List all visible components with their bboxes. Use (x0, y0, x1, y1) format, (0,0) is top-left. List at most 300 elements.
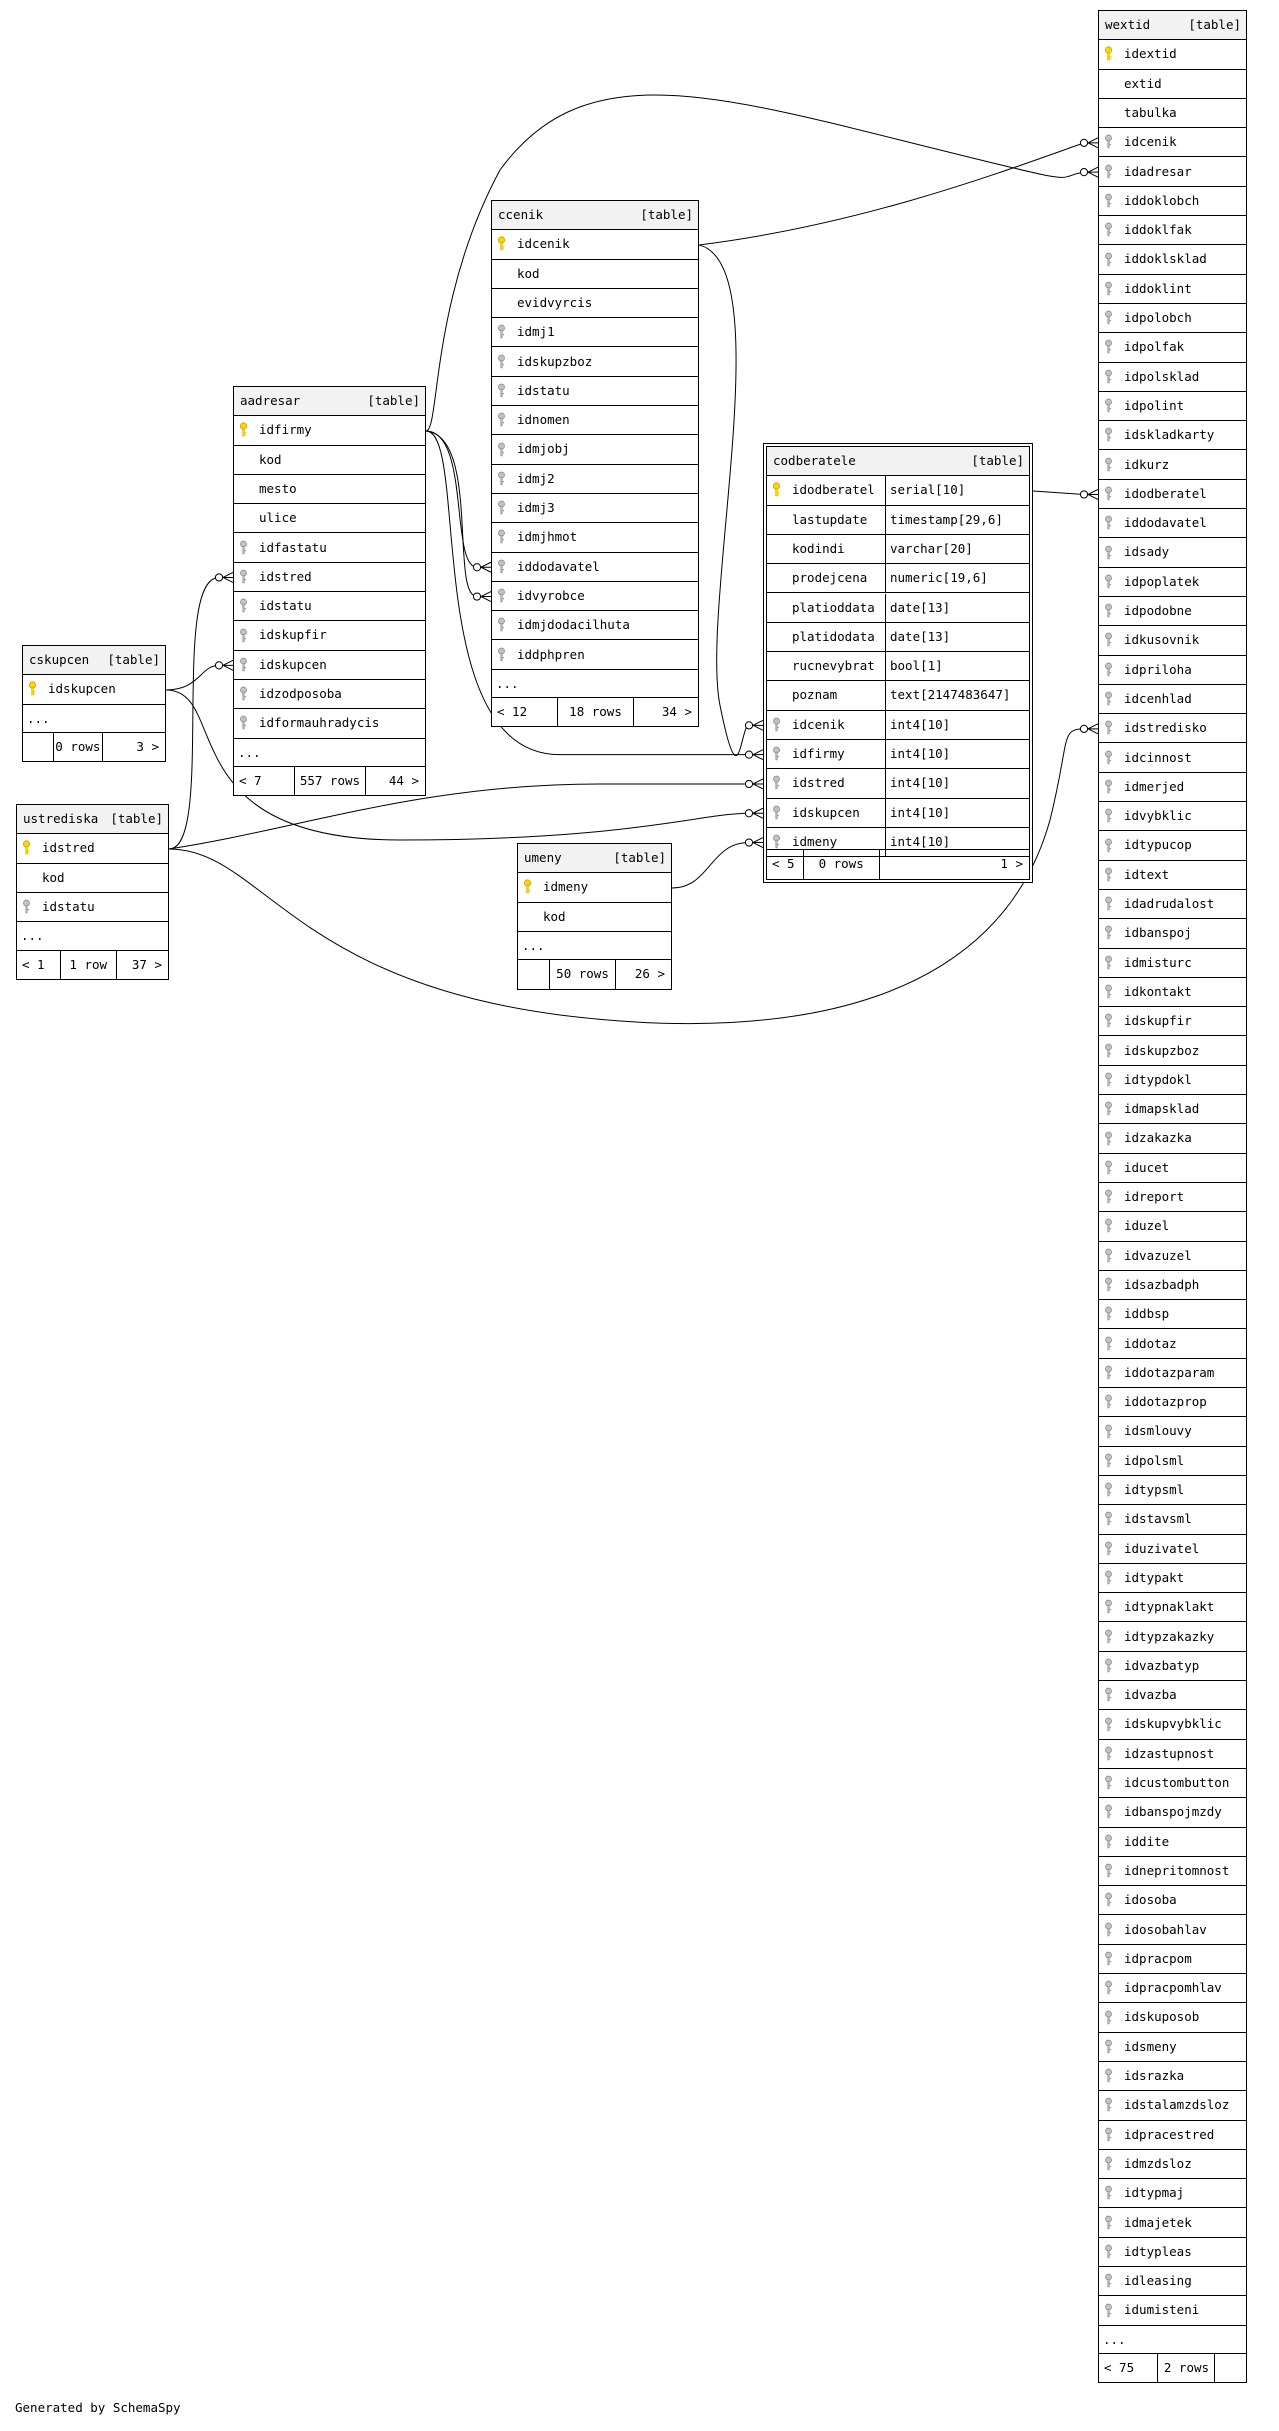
crowfoot-aadresar-idstred (215, 572, 233, 582)
column-row-idodberatel[interactable] (767, 476, 1029, 505)
column-row-idformauhradycis[interactable] (234, 709, 425, 738)
column-row-idpracestred[interactable] (1099, 2121, 1246, 2150)
column-name: idzastupnost (1124, 1745, 1215, 1761)
column-name: idfastatu (259, 539, 327, 555)
foreign-key-icon (497, 588, 506, 603)
column-name: idcenik (517, 236, 570, 252)
column-row-iddphpren[interactable] (492, 641, 698, 670)
table-codberatele[interactable] (763, 443, 1033, 883)
foreign-key-icon (1104, 691, 1113, 706)
column-name: rucnevybrat (792, 658, 875, 674)
foreign-key-icon (1104, 1834, 1113, 1849)
foreign-key-icon (1104, 1306, 1113, 1321)
column-row-iddite[interactable] (1099, 1828, 1246, 1857)
column-name: idpodobne (1124, 603, 1192, 618)
column-row-idmjhmot[interactable] (492, 523, 698, 552)
column-row-idvybklic[interactable] (1099, 802, 1246, 831)
column-row-idfastatu[interactable] (234, 534, 425, 563)
column-row-idreport[interactable] (1099, 1183, 1246, 1212)
table-type-label: [table] (110, 811, 163, 826)
table-header[interactable] (767, 447, 1029, 476)
column-row-idextid[interactable] (1099, 40, 1246, 69)
column-row-mesto[interactable] (234, 475, 425, 504)
column-row-idskupzboz[interactable] (492, 348, 698, 377)
column-name: idstred (42, 840, 95, 856)
column-name: idmj1 (517, 324, 555, 340)
column-row-idpolsml[interactable] (1099, 1447, 1246, 1476)
column-name: idtypleas (1124, 2243, 1192, 2259)
table-type-label: [table] (971, 453, 1024, 468)
column-row-idsady[interactable] (1099, 538, 1246, 567)
column-type: serial[10] (885, 476, 965, 504)
column-name: idpracpom (1124, 1950, 1192, 1966)
more-columns[interactable] (492, 670, 698, 699)
column-row-idcenik[interactable] (492, 230, 698, 259)
column-row-iddotazprop[interactable] (1099, 1388, 1246, 1417)
parents-link[interactable]: < 5 (767, 850, 804, 878)
table-footer (492, 697, 698, 726)
column-row-idtypucop[interactable] (1099, 831, 1246, 860)
table-aadresar[interactable] (233, 386, 426, 796)
column-name: idcenik (792, 716, 845, 732)
foreign-key-icon (1104, 427, 1113, 442)
column-row-kodindi[interactable] (767, 535, 1029, 564)
column-row-idmeny[interactable] (518, 873, 671, 902)
table-type-label: [table] (613, 850, 666, 865)
foreign-key-icon (497, 529, 506, 544)
column-row-iducet[interactable] (1099, 1154, 1246, 1183)
column-row-poznam[interactable] (767, 681, 1029, 710)
column-row-idcenik[interactable] (1099, 128, 1246, 157)
generated-by-footer: Generated by SchemaSpy (15, 2400, 181, 2415)
more-columns-ellipsis: ... (496, 675, 519, 691)
column-row-idodberatel[interactable] (1099, 480, 1246, 509)
column-row-idtypmaj[interactable] (1099, 2179, 1246, 2208)
foreign-key-icon (1104, 603, 1113, 618)
column-name: idcustombutton (1124, 1775, 1230, 1790)
column-row-platioddata[interactable] (767, 594, 1029, 623)
parents-link[interactable]: < 1 (17, 951, 61, 979)
column-row-idstatu[interactable] (234, 592, 425, 621)
foreign-key-icon (1104, 808, 1113, 823)
table-wextid[interactable] (1098, 10, 1247, 2383)
column-name: idmj2 (517, 470, 555, 486)
foreign-key-icon (1104, 545, 1113, 560)
column-row-iddoklfak[interactable] (1099, 216, 1246, 245)
children-link[interactable]: 44 > (388, 772, 419, 788)
column-name: idmeny (792, 833, 838, 849)
table-type-label: [table] (367, 393, 420, 408)
crowfoot-wextid-idcenik (1080, 138, 1098, 148)
column-row-idpracpom[interactable] (1099, 1945, 1246, 1974)
column-row-iddodavatel[interactable] (492, 553, 698, 582)
column-row-idnomen[interactable] (492, 406, 698, 435)
column-row-iddotazparam[interactable] (1099, 1359, 1246, 1388)
children-link[interactable]: 3 > (136, 738, 159, 754)
column-row-iddotaz[interactable] (1099, 1330, 1246, 1359)
column-row-iduzel[interactable] (1099, 1212, 1246, 1241)
column-row-idpolobch[interactable] (1099, 304, 1246, 333)
column-row-idpoplatek[interactable] (1099, 568, 1246, 597)
column-row-idmjobj[interactable] (492, 435, 698, 464)
foreign-key-icon (1104, 339, 1113, 354)
more-columns-ellipsis: ... (27, 710, 50, 726)
column-name: iddoklobch (1124, 192, 1200, 208)
column-name: iddphpren (517, 646, 585, 662)
table-ccenik[interactable] (491, 200, 699, 727)
table-header[interactable] (17, 805, 168, 834)
column-row-iddoklsklad[interactable] (1099, 245, 1246, 274)
column-row-idadrudalost[interactable] (1099, 890, 1246, 919)
column-row-idstalamzdsloz[interactable] (1099, 2091, 1246, 2120)
column-row-kod[interactable] (234, 446, 425, 475)
table-header[interactable] (1099, 11, 1246, 40)
foreign-key-icon (239, 540, 248, 555)
crowfoot-codberatele-idfirmy (745, 750, 763, 760)
column-row-tabulka[interactable] (1099, 99, 1246, 128)
column-row-idstredisko[interactable] (1099, 714, 1246, 743)
column-name: idstred (792, 775, 845, 791)
table-header[interactable] (23, 646, 165, 675)
column-row-idskupfir[interactable] (234, 621, 425, 650)
column-row-iduzivatel[interactable] (1099, 1535, 1246, 1564)
foreign-key-icon (239, 715, 248, 730)
column-row-idtypakt[interactable] (1099, 1564, 1246, 1593)
column-row-idtypleas[interactable] (1099, 2238, 1246, 2267)
more-columns[interactable] (1099, 2326, 1246, 2355)
more-columns-ellipsis: ... (522, 937, 545, 953)
column-row-idcenhlad[interactable] (1099, 685, 1246, 714)
foreign-key-icon (1104, 1599, 1113, 1614)
column-row-idmjdodacilhuta[interactable] (492, 611, 698, 640)
edge-umeny-codberatele (672, 843, 749, 888)
column-type: numeric[19,6] (885, 564, 988, 592)
column-name: iddoklfak (1124, 222, 1192, 238)
column-name: idbanspoj (1124, 925, 1192, 941)
column-row-platidodata[interactable] (767, 623, 1029, 652)
primary-key-icon (497, 236, 506, 251)
children-link[interactable]: 1 > (1000, 856, 1023, 872)
column-row-idsmlouvy[interactable] (1099, 1417, 1246, 1446)
column-row-idstred[interactable] (767, 769, 1029, 798)
table-ustrediska[interactable] (16, 804, 169, 980)
foreign-key-icon (1104, 750, 1113, 765)
column-name: iddodavatel (1124, 515, 1207, 531)
foreign-key-icon (1104, 896, 1113, 911)
column-row-idmj2[interactable] (492, 465, 698, 494)
more-columns[interactable] (17, 922, 168, 951)
column-name: poznam (792, 687, 838, 703)
column-row-idstred[interactable] (17, 834, 168, 863)
column-name: iddotazprop (1124, 1394, 1207, 1410)
column-name: idvazbatyp (1124, 1657, 1200, 1673)
column-row-idzodposoba[interactable] (234, 680, 425, 709)
column-name: idcenik (1124, 134, 1177, 150)
more-columns[interactable] (518, 932, 671, 961)
parents-link[interactable] (23, 733, 54, 761)
column-row-idsrazka[interactable] (1099, 2062, 1246, 2091)
parents-link[interactable]: < 75 (1099, 2354, 1158, 2382)
table-footer (518, 959, 671, 988)
table-umeny[interactable] (517, 843, 672, 990)
column-name: iddbsp (1124, 1306, 1170, 1322)
column-row-idkontakt[interactable] (1099, 978, 1246, 1007)
table-name: wextid (1105, 17, 1151, 32)
column-name: idmerjed (1124, 778, 1185, 794)
column-row-iddoklobch[interactable] (1099, 187, 1246, 216)
foreign-key-icon (1104, 1160, 1113, 1175)
column-row-idleasing[interactable] (1099, 2267, 1246, 2296)
table-header[interactable] (492, 201, 698, 230)
more-columns-ellipsis: ... (1103, 2331, 1126, 2347)
column-row-idtext[interactable] (1099, 861, 1246, 890)
column-type: varchar[20] (885, 535, 973, 563)
foreign-key-icon (1104, 1189, 1113, 1204)
column-row-idsmeny[interactable] (1099, 2033, 1246, 2062)
parents-link[interactable]: < 7 (234, 767, 295, 795)
foreign-key-icon (1104, 1482, 1113, 1497)
row-count: 18 rows (558, 698, 634, 726)
column-name: idstatu (259, 598, 312, 614)
column-name: idtypakt (1124, 1569, 1185, 1585)
column-row-idmj1[interactable] (492, 318, 698, 347)
column-row-idcinnost[interactable] (1099, 744, 1246, 773)
column-row-idpolsklad[interactable] (1099, 363, 1246, 392)
table-footer (767, 849, 1029, 878)
column-name: kodindi (792, 540, 845, 556)
column-name: idskupcen (792, 804, 860, 820)
foreign-key-icon (1104, 984, 1113, 999)
column-name: iduzivatel (1124, 1540, 1200, 1556)
column-row-idpracpomhlav[interactable] (1099, 1974, 1246, 2003)
table-type-label: [table] (640, 207, 693, 222)
parents-link[interactable]: < 12 (492, 698, 558, 726)
column-row-idtypnaklakt[interactable] (1099, 1593, 1246, 1622)
edge-ccenik-wextid (699, 143, 1084, 245)
column-type: int4[10] (885, 799, 950, 827)
foreign-key-icon (1104, 1453, 1113, 1468)
crowfoot-wextid-idstredisko (1080, 724, 1098, 734)
column-name: idodberatel (1124, 485, 1207, 501)
column-row-idpriloha[interactable] (1099, 656, 1246, 685)
column-name: idskupzboz (1124, 1042, 1200, 1058)
column-row-idkurz[interactable] (1099, 451, 1246, 480)
column-name: platidodata (792, 628, 875, 644)
row-count: 557 rows (295, 767, 366, 795)
column-row-extid[interactable] (1099, 70, 1246, 99)
column-row-idpolint[interactable] (1099, 392, 1246, 421)
column-row-prodejcena[interactable] (767, 564, 1029, 593)
column-name: evidvyrcis (517, 294, 593, 310)
edge-codberatele-wextid (1033, 491, 1084, 495)
column-row-iddodavatel[interactable] (1099, 509, 1246, 538)
foreign-key-icon (1104, 925, 1113, 940)
foreign-key-icon (1104, 1892, 1113, 1907)
foreign-key-icon (1104, 2097, 1113, 2112)
column-row-ulice[interactable] (234, 504, 425, 533)
column-name: idmjhmot (517, 529, 578, 545)
children-link[interactable]: 34 > (661, 704, 692, 720)
column-row-idkusovnik[interactable] (1099, 626, 1246, 655)
foreign-key-icon (1104, 720, 1113, 735)
column-row-idmj3[interactable] (492, 494, 698, 523)
column-row-idosoba[interactable] (1099, 1886, 1246, 1915)
column-name: prodejcena (792, 570, 868, 586)
column-row-idvazba[interactable] (1099, 1681, 1246, 1710)
column-row-idpolfak[interactable] (1099, 333, 1246, 362)
primary-key-icon (1104, 46, 1113, 61)
column-name: idvyrobce (517, 587, 585, 603)
foreign-key-icon (22, 899, 31, 914)
foreign-key-icon (1104, 310, 1113, 325)
foreign-key-icon (239, 657, 248, 672)
column-row-idmzdsloz[interactable] (1099, 2150, 1246, 2179)
crowfoot-codberatele-idskupcen (745, 808, 763, 818)
column-row-idtypdokl[interactable] (1099, 1066, 1246, 1095)
column-row-idumisteni[interactable] (1099, 2296, 1246, 2325)
column-row-idskupcen[interactable] (767, 799, 1029, 828)
edge-aadresar-ccenik-dodavatel (426, 431, 477, 567)
column-row-idfirmy[interactable] (767, 740, 1029, 769)
crowfoot-codberatele-idstred (745, 779, 763, 789)
column-row-idtypzakazky[interactable] (1099, 1623, 1246, 1652)
column-row-kod[interactable] (518, 903, 671, 932)
column-name: idzodposoba (259, 686, 342, 701)
column-row-idzakazka[interactable] (1099, 1124, 1246, 1153)
column-row-idmisturc[interactable] (1099, 949, 1246, 978)
foreign-key-icon (497, 647, 506, 662)
table-cskupcen[interactable] (22, 645, 166, 762)
column-name: idosoba (1124, 1892, 1177, 1908)
foreign-key-icon (1104, 164, 1113, 179)
column-name: platioddata (792, 599, 875, 615)
column-name: iddotaz (1124, 1335, 1177, 1351)
column-row-idvazbatyp[interactable] (1099, 1652, 1246, 1681)
foreign-key-icon (1104, 1746, 1113, 1761)
foreign-key-icon (1104, 1980, 1113, 1995)
children-link[interactable]: 26 > (634, 966, 665, 982)
column-row-idsazbadph[interactable] (1099, 1271, 1246, 1300)
table-header[interactable] (518, 844, 671, 873)
edge-ccenik-codberatele (699, 245, 749, 756)
table-header[interactable] (234, 387, 425, 416)
column-type: int4[10] (885, 769, 950, 797)
more-columns[interactable] (234, 739, 425, 768)
foreign-key-icon (497, 559, 506, 574)
foreign-key-icon (1104, 1775, 1113, 1790)
column-row-rucnevybrat[interactable] (767, 652, 1029, 681)
column-type: int4[10] (885, 711, 950, 739)
column-row-idcenik[interactable] (767, 711, 1029, 740)
foreign-key-icon (1104, 1922, 1113, 1937)
parents-link[interactable] (518, 960, 550, 988)
column-row-idnepritomnost[interactable] (1099, 1857, 1246, 1886)
table-type-label: [table] (1188, 17, 1241, 32)
column-row-idadresar[interactable] (1099, 158, 1246, 187)
column-row-idmerjed[interactable] (1099, 773, 1246, 802)
foreign-key-icon (1104, 1218, 1113, 1233)
column-name: idsrazka (1124, 2068, 1185, 2083)
table-footer (17, 950, 168, 979)
column-name: idleasing (1124, 2273, 1192, 2289)
column-row-idstatu[interactable] (17, 893, 168, 922)
column-row-idmapsklad[interactable] (1099, 1095, 1246, 1124)
column-row-idstred[interactable] (234, 563, 425, 592)
column-name: idextid (1124, 46, 1177, 62)
children-link[interactable]: 37 > (131, 956, 162, 972)
foreign-key-icon (1104, 867, 1113, 882)
column-name: idsady (1124, 544, 1170, 560)
column-row-idskupvybklic[interactable] (1099, 1710, 1246, 1739)
column-row-idbanspojmzdy[interactable] (1099, 1798, 1246, 1827)
table-footer (23, 732, 165, 761)
column-row-idbanspoj[interactable] (1099, 919, 1246, 948)
children-link[interactable] (1214, 2354, 1245, 2382)
column-row-idskuposob[interactable] (1099, 2003, 1246, 2032)
column-row-idskupzboz[interactable] (1099, 1037, 1246, 1066)
column-row-kod[interactable] (17, 864, 168, 893)
column-name: idpolsml (1124, 1452, 1185, 1468)
foreign-key-icon (1104, 222, 1113, 237)
crowfoot-ccenik-iddodavatel (473, 562, 491, 572)
column-row-idskupcen[interactable] (23, 675, 165, 704)
column-name: lastupdate (792, 511, 868, 527)
foreign-key-icon (1104, 2039, 1113, 2054)
column-row-idstatu[interactable] (492, 377, 698, 406)
column-name: idreport (1124, 1189, 1185, 1204)
foreign-key-icon (1104, 1804, 1113, 1819)
column-type: date[13] (885, 623, 950, 651)
foreign-key-icon (1104, 662, 1113, 677)
column-row-idosobahlav[interactable] (1099, 1916, 1246, 1945)
foreign-key-icon (1104, 1101, 1113, 1116)
column-row-iddbsp[interactable] (1099, 1300, 1246, 1329)
column-row-idzastupnost[interactable] (1099, 1740, 1246, 1769)
foreign-key-icon (1104, 2010, 1113, 2025)
column-name: idstalamzdsloz (1124, 2097, 1230, 2113)
column-row-idmajetek[interactable] (1099, 2209, 1246, 2238)
column-row-idfirmy[interactable] (234, 416, 425, 445)
column-row-kod[interactable] (492, 260, 698, 289)
column-row-lastupdate[interactable] (767, 506, 1029, 535)
column-row-idpodobne[interactable] (1099, 597, 1246, 626)
column-row-idskupfir[interactable] (1099, 1007, 1246, 1036)
more-columns[interactable] (23, 705, 165, 734)
primary-key-icon (28, 681, 37, 696)
foreign-key-icon (1104, 2215, 1113, 2230)
column-row-evidvyrcis[interactable] (492, 289, 698, 318)
column-row-idcustombutton[interactable] (1099, 1769, 1246, 1798)
column-name: idpolfak (1124, 339, 1185, 355)
foreign-key-icon (772, 805, 781, 820)
column-name: idmzdsloz (1124, 2155, 1192, 2171)
column-row-idtypsml[interactable] (1099, 1476, 1246, 1505)
column-row-iddoklint[interactable] (1099, 275, 1246, 304)
column-row-idvazuzel[interactable] (1099, 1242, 1246, 1271)
foreign-key-icon (1104, 281, 1113, 296)
column-row-idvyrobce[interactable] (492, 582, 698, 611)
column-row-idskupcen[interactable] (234, 651, 425, 680)
column-name: idcinnost (1124, 749, 1192, 765)
column-row-idstavsml[interactable] (1099, 1505, 1246, 1534)
foreign-key-icon (1104, 2127, 1113, 2142)
foreign-key-icon (497, 442, 506, 457)
primary-key-icon (22, 840, 31, 855)
foreign-key-icon (1104, 1013, 1113, 1028)
crowfoot-wextid-idadresar (1080, 167, 1098, 177)
column-name: idkusovnik (1124, 632, 1200, 648)
column-row-idskladkarty[interactable] (1099, 421, 1246, 450)
